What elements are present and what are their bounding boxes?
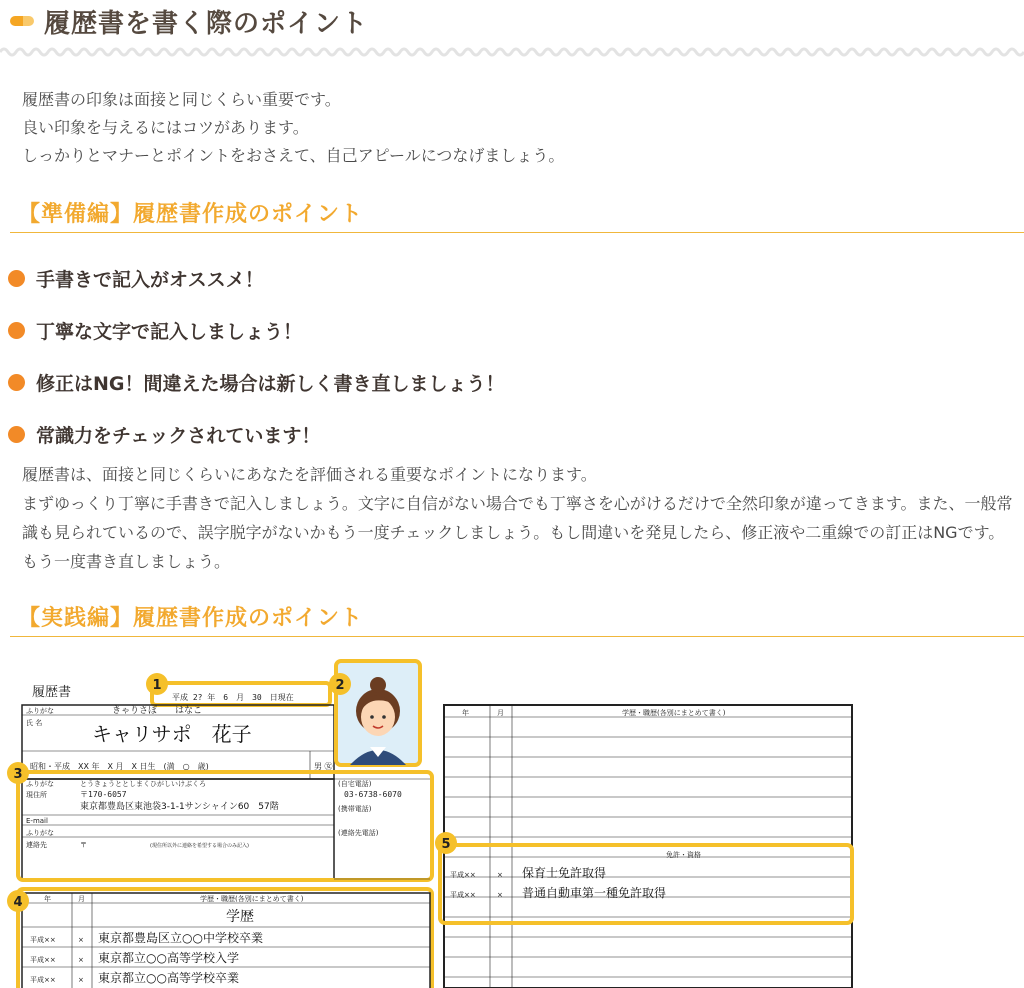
history-row-text: 東京都立○○高等学校卒業: [98, 971, 239, 985]
bullet-icon: [8, 322, 25, 339]
contact-postal: 〒: [80, 841, 87, 849]
history-row-month: ×: [78, 936, 84, 944]
body-line: 履歴書は、面接と同じくらいにあなたを評価される重要なポイントになります。: [22, 465, 597, 484]
badge-5: [435, 832, 457, 854]
page-header: [10, 0, 368, 42]
contact-note: (現住所以外に連絡を希望する場合のみ記入): [150, 843, 249, 849]
furigana-value: きゃりさぽ はなこ: [112, 706, 203, 716]
addr-furigana-label: ふりがな: [26, 780, 54, 788]
badge-3: [7, 762, 29, 784]
home-phone: 03-6738-6070: [344, 790, 402, 799]
history-row-year: 平成××: [30, 956, 56, 964]
furigana-label: ふりがな: [26, 707, 54, 715]
history-head-year: 年: [44, 895, 51, 903]
body-line: まずゆっくり丁寧に手書きで記入しましょう。文字に自信がない場合でも丁寧さを心がけるだけで全然印象が違ってきます。また、一般常識も見られているので、誤字脱字がないかもう一度チェックしましょう。もし間違いを発見したら、修正液や二重線での訂正はNGです。もう一度書き直しましょう。: [22, 494, 1013, 571]
history-row-text: 東京都豊島区立○○中学校卒業: [98, 931, 263, 945]
avatar-photo: [336, 661, 420, 765]
section-heading-practice: [10, 600, 1024, 637]
resume-title: 履歴書: [32, 685, 72, 700]
resume-illustration: [0, 655, 1024, 988]
point-label: 修正はNG！間違えた場合は新しく書き直しましょう！: [36, 372, 505, 395]
address: 東京都豊島区東池袋3-1-1サンシャイン60 57階: [80, 802, 279, 812]
gender: 男 ㊛: [314, 762, 333, 771]
point-item: [8, 252, 505, 304]
history-center: 学歴: [226, 909, 254, 925]
license-row-month: ×: [497, 871, 503, 879]
history-head-month: 月: [78, 895, 85, 903]
history-head-item: 学歴・職歴(各別にまとめて書く): [200, 895, 304, 903]
license-row-year: 平成××: [450, 891, 476, 899]
point-item: [8, 304, 505, 356]
date-line: 平成 2? 年 6 月 30 日現在: [172, 693, 294, 702]
point-item: [8, 408, 505, 460]
mobile-label: (携帯電話): [338, 805, 372, 813]
body-text: [22, 460, 1020, 576]
license-rows: [450, 865, 666, 900]
section-heading-preparation: [10, 196, 1024, 233]
point-label: 丁寧な文字で記入しましょう！: [36, 320, 303, 343]
bullet-icon: [8, 374, 25, 391]
point-label: 常識力をチェックされています！: [36, 424, 321, 447]
intro-line: 履歴書の印象は面接と同じくらい重要です。: [22, 90, 341, 109]
birth-line: 昭和・平成 XX 年 X 月 X 日生 (満 ○ 歳): [30, 762, 209, 771]
history-row-year: 平成××: [30, 936, 56, 944]
email-label: E-mail: [26, 817, 48, 825]
license-head: 免許・資格: [666, 851, 701, 859]
contact-label: 連絡先: [26, 841, 47, 849]
right-head-month: 月: [497, 709, 504, 717]
page-title: 履歴書を書く際のポイント: [44, 8, 369, 39]
badge-1-label: 1: [152, 678, 162, 693]
point-label: 手書きで記入がオススメ！: [36, 268, 264, 291]
history-row-month: ×: [78, 976, 84, 984]
addr-label: 現住所: [26, 791, 47, 799]
intro-line: 良い印象を与えるにはコツがあります。: [22, 118, 309, 137]
bullet-icon: [8, 426, 25, 443]
right-head-year: 年: [462, 709, 469, 717]
history-row-month: ×: [78, 956, 84, 964]
bullet-icon: [8, 270, 25, 287]
intro-text: [22, 86, 564, 170]
license-row-year: 平成××: [450, 871, 476, 879]
address-table: [22, 779, 334, 879]
right-head-item: 学歴・職歴(各別にまとめて書く): [622, 709, 726, 717]
title-marker-icon: [10, 13, 34, 29]
wave-divider: [0, 44, 1024, 60]
badge-2: [329, 673, 351, 695]
badge-1: [146, 673, 168, 695]
points-list: [8, 252, 505, 460]
badge-5-label: 5: [441, 837, 451, 852]
addr-furigana: とうきょうととしまくひがしいけぶくろ: [80, 780, 206, 788]
name-label: 氏 名: [26, 719, 43, 727]
point-item: [8, 356, 505, 408]
name-value: キャリサポ 花子: [92, 722, 252, 746]
postal: 〒170-6057: [80, 790, 127, 799]
license-row-text: 普通自動車第一種免許取得: [522, 886, 667, 900]
badge-4-label: 4: [13, 895, 23, 910]
home-phone-label: (自宅電話): [338, 780, 372, 788]
contact-phone-label: (連絡先電話): [338, 829, 379, 837]
history-rows: [30, 930, 263, 985]
history-row-year: 平成××: [30, 976, 56, 984]
license-row-text: 保育士免許取得: [522, 866, 607, 880]
highlight-box-3: [18, 772, 432, 880]
license-row-month: ×: [497, 891, 503, 899]
section-title: 【準備編】履歴書作成のポイント: [18, 202, 364, 227]
intro-line: しっかりとマナーとポイントをおさえて、自己アピールにつなげましょう。: [22, 146, 565, 165]
history-row-text: 東京都立○○高等学校入学: [98, 951, 239, 965]
badge-3-label: 3: [13, 767, 23, 782]
contact-furigana: ふりがな: [26, 829, 54, 837]
section-title: 【実践編】履歴書作成のポイント: [18, 606, 364, 631]
badge-2-label: 2: [335, 678, 345, 693]
badge-4: [7, 890, 29, 912]
